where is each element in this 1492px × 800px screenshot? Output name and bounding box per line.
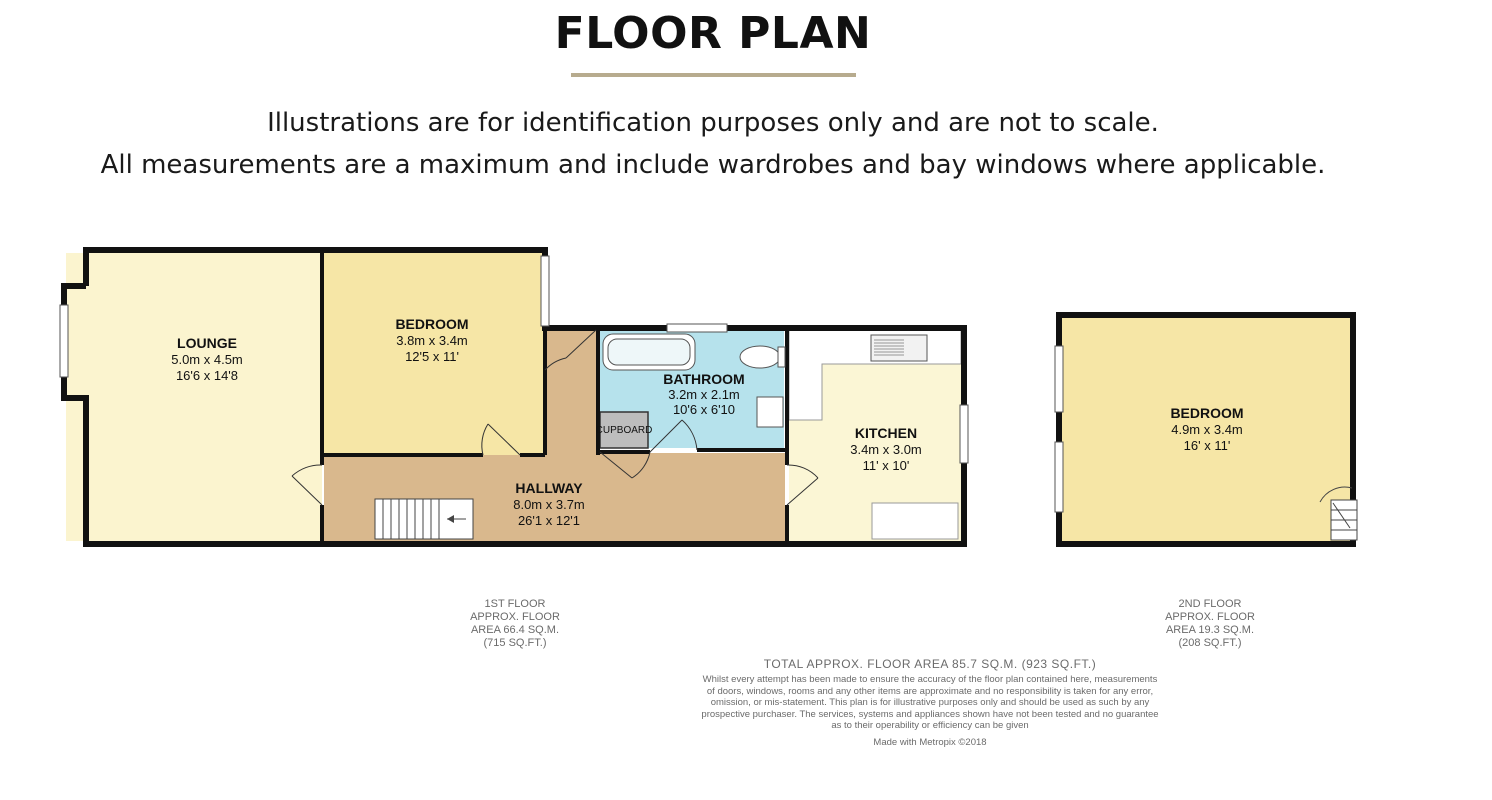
hallway-imperial: 26'1 x 12'1 [517, 513, 581, 528]
bedroom-2-imperial: 16' x 11' [1183, 438, 1231, 453]
legal-line: Whilst every attempt has been made to ensure the accuracy of the floor plan contained here, measurements [702, 674, 1158, 685]
first-floor-area-line: AREA 66.4 SQ.M. [470, 624, 560, 636]
lounge-name: LOUNGE [177, 335, 237, 351]
made-with-credit: Made with Metropix ©2018 [873, 737, 987, 748]
second-floor-area-line: 2ND FLOOR [1178, 598, 1242, 610]
lounge-imperial: 16'6 x 14'8 [175, 368, 239, 383]
page-title: FLOOR PLAN [554, 8, 872, 59]
kitchen-imperial: 11' x 10' [862, 458, 910, 473]
first-floor-area-line: APPROX. FLOOR [470, 611, 560, 623]
lounge-area [66, 253, 322, 541]
kitchen-name: KITCHEN [854, 425, 918, 441]
first-floor-stairs [375, 499, 473, 539]
lounge-metric: 5.0m x 4.5m [171, 352, 243, 367]
bedroom-2-metric: 4.9m x 3.4m [1171, 422, 1243, 437]
legal-line: as to their operability or efficiency can be given [831, 720, 1029, 731]
first-floor-area [440, 598, 590, 650]
second-floor-area [1135, 598, 1285, 650]
kitchen-appliance [872, 503, 958, 539]
hallway-metric: 8.0m x 3.7m [513, 497, 585, 512]
legal-line: prospective purchaser. The services, systems and appliances shown have not been tested and no guarantee [701, 708, 1159, 720]
cupboard-label: CUPBOARD [595, 425, 653, 436]
bedroom-1-imperial: 12'5 x 11' [405, 349, 459, 364]
bedroom-1-metric: 3.8m x 3.4m [396, 333, 468, 348]
disclaimer-line-2: All measurements are a maximum and include wardrobes and bay windows where applicable. [100, 150, 1326, 180]
first-floor-plan [60, 250, 968, 544]
second-floor-area-line: APPROX. FLOOR [1165, 611, 1255, 623]
bedroom-2-name: BEDROOM [1170, 405, 1244, 421]
total-floor-area: TOTAL APPROX. FLOOR AREA 85.7 SQ.M. (923 SQ.FT.) [763, 657, 1097, 671]
first-floor-area-line: (715 SQ.FT.) [483, 637, 547, 649]
second-floor-area-line: (208 SQ.FT.) [1178, 637, 1242, 649]
bathroom-imperial: 10'6 x 6'10 [672, 402, 736, 417]
legal-line: omission, or mis-statement. This plan is for illustrative purposes only and should be used as such by any [710, 697, 1150, 708]
bathroom-metric: 3.2m x 2.1m [668, 387, 740, 402]
kitchen-metric: 3.4m x 3.0m [850, 442, 922, 457]
legal-line: of doors, windows, rooms and any other items are approximate and no responsibility is taken for any error, [706, 685, 1154, 697]
disclaimer-line-1: Illustrations are for identification purposes only and are not to scale. [267, 108, 1159, 138]
second-floor-area-line: AREA 19.3 SQ.M. [1165, 624, 1255, 636]
hallway-name: HALLWAY [515, 480, 583, 496]
first-floor-area-line: 1ST FLOOR [484, 598, 546, 610]
second-floor-plan [1055, 315, 1357, 544]
bedroom-1-name: BEDROOM [395, 316, 469, 332]
legal-disclaimer [640, 674, 1220, 732]
bathroom-name: BATHROOM [663, 371, 745, 387]
